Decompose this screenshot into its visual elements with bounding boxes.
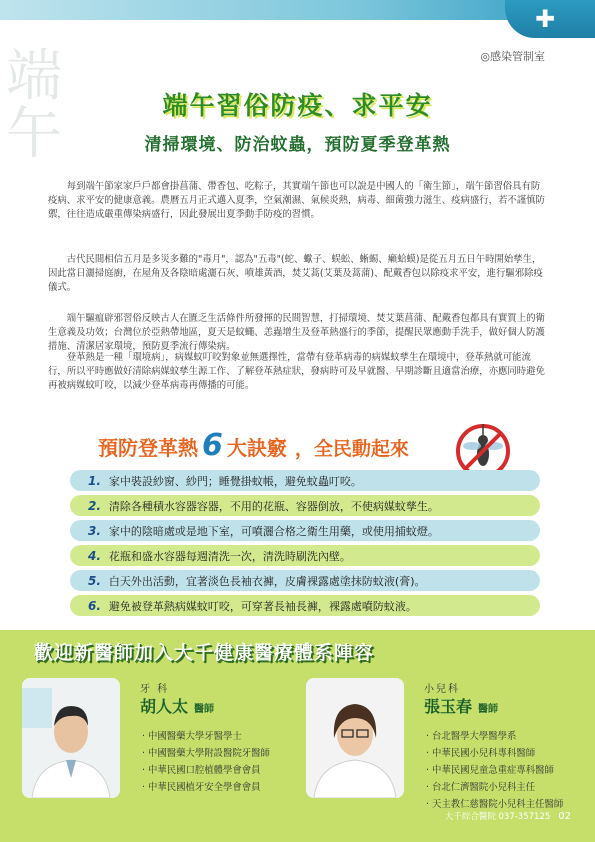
page-subtitle: 清掃環境、防治蚊蟲，預防夏季登革熱 — [144, 135, 451, 155]
credential-item: · 中國醫藥大學附設醫院牙醫師 — [142, 745, 270, 762]
doctor-credentials — [142, 728, 270, 796]
doctor-name — [424, 694, 498, 717]
tip-text: 家中裝設紗窗、紗門；睡覺掛蚊帳，避免蚊蟲叮咬。 — [108, 474, 362, 488]
tip-item — [70, 495, 540, 516]
doctor-credentials — [426, 728, 563, 813]
tips-heading-a: 預防登革熱 — [98, 436, 198, 460]
page-number: 02 — [558, 811, 571, 822]
welcome-heading: 歡迎新醫師加入大千健康醫療體系陣容 — [34, 642, 375, 664]
doctor-name — [140, 694, 214, 717]
tip-number: 5. — [88, 573, 101, 588]
tips-heading-number: 6 — [202, 428, 223, 463]
tip-item — [70, 595, 540, 616]
tip-number: 4. — [88, 548, 101, 563]
top-right-corner — [505, 0, 595, 38]
paragraph-2: 古代民間相信五月是多災多難的"毒月"，認為"五毒"(蛇、蠍子、蜈蚣、蜥蜴、癩蛤蟆)是從五月五日午時開始孳生，因此當日灑掃庭廚，在屋角及各陰暗處灑石灰、噴雄黃酒，焚艾蒿(艾葉及蒿蒲)、配戴香包以除疫求平安，進行驅邪除疫儀式。 — [48, 254, 543, 293]
tip-item — [70, 545, 540, 566]
paragraph-4: 登革熱是一種「環境病」，病媒蚊叮咬對象並無選擇性，當帶有登革病毒的病媒蚊孳生在環境中，登革熱就可能流行，所以平時應做好清除病媒蚊孳生源工作、了解登革熱症狀，發病時可及早就醫、早期診斷且適當治療，亦應同時避免再被病媒蚊叮咬，以減少登革病毒再傳播的可能。 — [48, 352, 545, 391]
tip-number: 2. — [88, 498, 101, 513]
paragraph-1: 每到端午節家家戶戶都會掛菖蒲、帶香包、吃粽子，其實端午節也可以說是中國人的「衛生節」，端午節習俗具有防疫病、求平安的健康意義。農曆五月正式邁入夏季，空氣潮濕、氣候炎熱，病毒、細菌強力滋生、疫病盛行，若不謹慎防禦，往往造成嚴重傳染病盛行，因此發展出夏季動手防疫的習慣。 — [48, 181, 545, 220]
doctor-card — [12, 672, 292, 822]
tips-list — [70, 470, 540, 620]
credential-item: · 中華民國口腔植體學會會員 — [142, 762, 270, 779]
tips-heading — [98, 428, 409, 463]
credential-item: · 中華民國小兒科專科醫師 — [426, 745, 563, 762]
doctor-name-text: 胡人太 — [140, 697, 189, 716]
tip-number: 6. — [88, 598, 101, 613]
background-brush-calligraphy: 端午 — [6, 44, 62, 167]
page-footer — [445, 810, 571, 822]
paragraph-3: 端午驅瘟辟邪習俗反映古人在匱乏生活條件所發揮的民間智慧，打掃環境、焚艾葉菖蒲、配戴香包都具有實質上的衛生意義及功效；台灣位於亞熱帶地區，夏天是蚊蠅、恙蟲增生及登革熱盛行的季節，提醒民眾應動手洗手，做好個人防護措施、清潔居家環境，預防夏季流行傳染病。 — [48, 313, 545, 352]
doctor-name-text: 張玉春 — [424, 697, 473, 716]
tip-text: 清除各種積水容器容器，不用的花瓶、容器倒放，不使病媒蚊孳生。 — [108, 499, 439, 513]
doctor-title: 醫師 — [194, 704, 215, 715]
doctor-specialty: 牙 科 — [140, 684, 170, 695]
tip-number: 3. — [88, 523, 101, 538]
page-title: 端午習俗防疫、求平安 — [162, 91, 433, 120]
tip-text: 白天外出活動，宜著淡色長袖衣褲，皮膚裸露處塗抹防蚊液(膏)。 — [108, 574, 426, 588]
doctor-card — [296, 672, 576, 822]
tips-heading-b: 大訣竅 — [226, 436, 287, 460]
credential-item: · 中華民國植牙安全學會會員 — [142, 779, 270, 796]
doctor-specialty: 小兒科 — [424, 684, 460, 695]
tip-item — [70, 520, 540, 541]
doctor-photo — [306, 678, 404, 798]
credential-item: · 台北仁濟醫院小兒科主任 — [426, 779, 563, 796]
doctor-portrait-icon — [306, 678, 404, 798]
footer-hospital: 大千綜合醫院 037-357125 — [444, 812, 551, 822]
tip-text: 家中的陰暗處或是地下室，可噴灑合格之衛生用藥，或使用捕蚊燈。 — [108, 524, 439, 538]
tip-text: 花瓶和盛水容器每週清洗一次，清洗時刷洗內壁。 — [108, 549, 351, 563]
department-label: ◎感染管制室 — [480, 50, 545, 63]
tip-text: 避免被登革熱病媒蚊叮咬，可穿著長袖長褲，裸露處噴防蚊液。 — [108, 599, 417, 613]
credential-item: · 台北醫學大學醫學系 — [426, 728, 563, 745]
tips-slogan: ，全民動起來 — [294, 438, 409, 460]
credential-item: · 中國醫藥大學牙醫學士 — [142, 728, 270, 745]
top-banner — [0, 0, 595, 33]
tip-item — [70, 570, 540, 591]
medical-cross-icon: ✚ — [535, 5, 556, 33]
doctor-title: 醫師 — [478, 704, 499, 715]
doctor-portrait-icon — [22, 678, 120, 798]
credential-item: · 中華民國兒童急重症專科醫師 — [426, 762, 563, 779]
tip-number: 1. — [88, 473, 101, 488]
doctor-photo — [22, 678, 120, 798]
tip-item — [70, 470, 540, 491]
credential-item: · 天主教仁慈醫院小兒科主任醫師 — [426, 796, 563, 813]
